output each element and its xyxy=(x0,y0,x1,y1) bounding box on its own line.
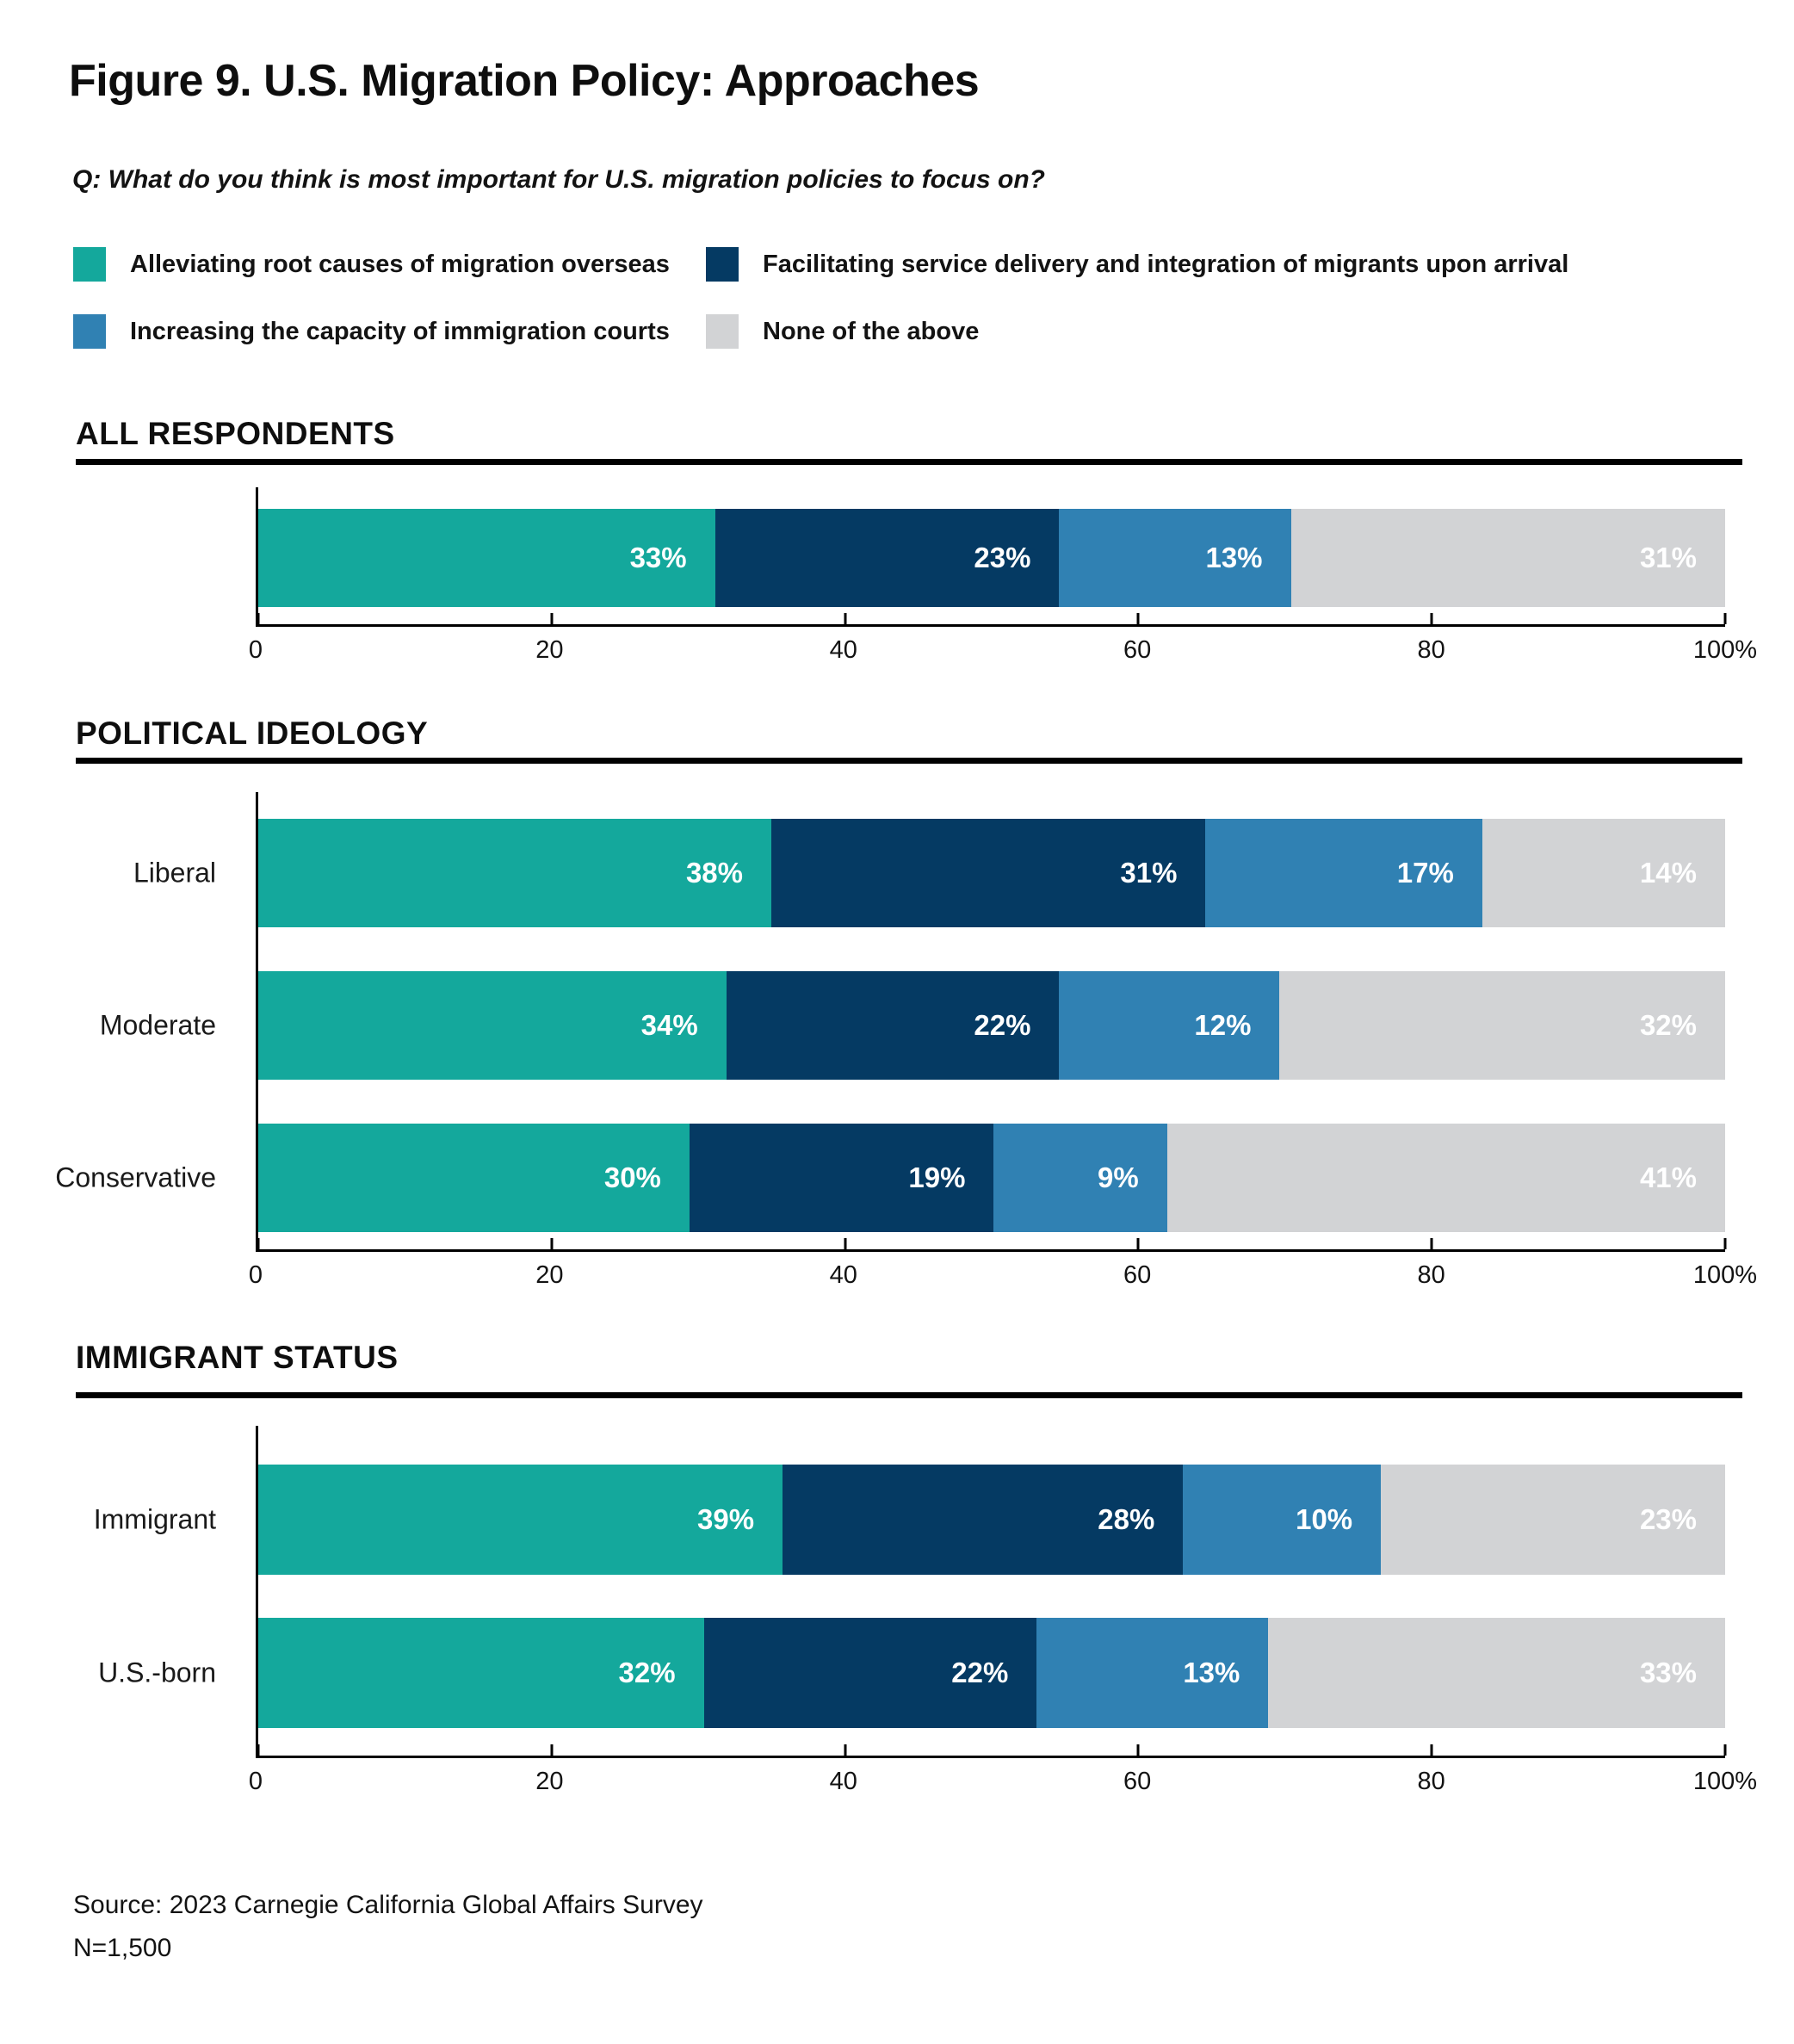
bar-segment-label: 39% xyxy=(697,1503,755,1535)
bar-segment-label: 17% xyxy=(1396,857,1454,889)
legend-label: Increasing the capacity of immigration courts xyxy=(130,317,670,345)
axis-tick-label: 100% xyxy=(1692,636,1758,664)
bar-segment xyxy=(258,819,771,927)
bar-segment-label: 31% xyxy=(1639,542,1697,573)
axis-tick-label: 40 xyxy=(829,1768,857,1795)
bar-segment-label: 28% xyxy=(1098,1503,1155,1535)
bar-segment xyxy=(1482,819,1725,927)
legend-label: Alleviating root causes of migration overseas xyxy=(130,250,670,278)
axis-tick xyxy=(844,1238,846,1249)
axis-tick-label: 0 xyxy=(248,1261,263,1289)
survey-question: Q: What do you think is most important for U.S. migration policies to focus on? xyxy=(72,165,1046,194)
bar-segment xyxy=(1059,509,1290,607)
bar-segment xyxy=(690,1124,994,1232)
bar-segment-label: 23% xyxy=(1639,1503,1697,1535)
source-note: Source: 2023 Carnegie California Global Affairs Survey xyxy=(73,1891,703,1919)
stacked-bar-chart xyxy=(55,792,1758,1298)
axis-tick-label: 40 xyxy=(829,1261,857,1289)
category-label: Immigrant xyxy=(93,1503,216,1535)
bar-segment xyxy=(1059,971,1279,1080)
bar-segment xyxy=(258,1465,783,1575)
axis-tick xyxy=(1137,613,1140,624)
bar-segment-label: 30% xyxy=(603,1161,661,1193)
plot-area xyxy=(55,792,1725,1252)
legend-item xyxy=(706,313,1568,350)
x-axis-labels xyxy=(248,636,1758,672)
axis-tick-label: 40 xyxy=(829,636,857,664)
axis-tick-label: 80 xyxy=(1417,1768,1445,1795)
legend-item xyxy=(706,246,1568,282)
x-axis-labels xyxy=(248,1768,1758,1804)
axis-tick xyxy=(257,1744,260,1756)
bar-segment-label: 12% xyxy=(1194,1009,1252,1041)
legend xyxy=(73,246,1568,350)
axis-tick-label: 80 xyxy=(1417,1261,1445,1289)
bar-segment xyxy=(1183,1465,1381,1575)
legend-swatch xyxy=(73,247,106,282)
section-rule xyxy=(76,758,1742,764)
bar-row xyxy=(258,509,1725,607)
bar-row xyxy=(133,819,1725,927)
bar-segment-label: 38% xyxy=(685,857,743,889)
stacked-bar-chart xyxy=(248,487,1758,672)
axis-tick xyxy=(844,613,846,624)
axis-tick xyxy=(1137,1238,1140,1249)
sample-size: N=1,500 xyxy=(73,1934,172,1962)
plot-area xyxy=(93,1426,1725,1758)
axis-tick xyxy=(257,613,260,624)
axis-tick xyxy=(1724,613,1727,624)
bar-row xyxy=(93,1465,1725,1575)
bar-segment-label: 32% xyxy=(1639,1009,1698,1041)
axis-tick-label: 20 xyxy=(535,1768,564,1795)
axis-tick xyxy=(1431,1238,1433,1249)
stacked-bar-chart xyxy=(93,1426,1758,1804)
bar-segment xyxy=(1291,509,1725,607)
bar-segment-label: 19% xyxy=(908,1161,966,1193)
axis-tick xyxy=(550,613,553,624)
bar-segment xyxy=(258,971,727,1080)
legend-swatch xyxy=(706,247,739,282)
bar-segment xyxy=(1036,1618,1268,1728)
axis-tick-label: 20 xyxy=(535,1261,564,1289)
axis-tick-label: 60 xyxy=(1123,1768,1152,1795)
bar-segment-label: 22% xyxy=(951,1657,1009,1688)
bar-segment-label: 14% xyxy=(1639,857,1697,889)
section-rule xyxy=(76,459,1742,465)
bar-segment xyxy=(258,1618,704,1728)
section-rule xyxy=(76,1392,1742,1398)
bar-segment-label: 34% xyxy=(640,1009,698,1041)
category-label: Moderate xyxy=(99,1009,216,1041)
axis-tick xyxy=(550,1744,553,1756)
axis-tick-label: 20 xyxy=(535,636,564,664)
section-heading: ALL RESPONDENTS xyxy=(76,416,395,451)
axis-tick xyxy=(844,1744,846,1756)
bar-segment-label: 32% xyxy=(618,1657,676,1688)
bar-segment xyxy=(1167,1124,1725,1232)
axis-tick xyxy=(1137,1744,1140,1756)
axis-tick xyxy=(1724,1744,1727,1756)
bar-segment-label: 33% xyxy=(1639,1657,1697,1688)
axis-tick-label: 0 xyxy=(248,636,263,664)
bar-segment xyxy=(783,1465,1183,1575)
bar-segment xyxy=(771,819,1205,927)
legend-item xyxy=(73,246,706,282)
legend-swatch xyxy=(73,314,106,349)
bar-row xyxy=(98,1618,1725,1728)
legend-label: Facilitating service delivery and integration of migrants upon arrival xyxy=(763,250,1569,278)
axis-tick-label: 100% xyxy=(1692,1261,1758,1289)
bar-segment-label: 10% xyxy=(1296,1503,1353,1535)
legend-label: None of the above xyxy=(763,317,980,345)
bar-segment-label: 33% xyxy=(629,542,687,573)
bar-segment xyxy=(258,1124,690,1232)
legend-swatch xyxy=(706,314,739,349)
category-label: Liberal xyxy=(133,857,216,889)
bar-segment xyxy=(715,509,1060,607)
axis-tick xyxy=(1431,1744,1433,1756)
category-label: U.S.-born xyxy=(98,1657,216,1688)
x-axis-labels xyxy=(248,1261,1758,1298)
axis-tick xyxy=(550,1238,553,1249)
bar-segment-label: 9% xyxy=(1098,1161,1139,1193)
axis-tick xyxy=(257,1238,260,1249)
bar-segment-label: 13% xyxy=(1205,542,1263,573)
axis-tick-label: 100% xyxy=(1692,1768,1758,1795)
bar-row xyxy=(99,971,1725,1080)
axis-tick xyxy=(1431,613,1433,624)
legend-item xyxy=(73,313,706,350)
bar-segment-label: 23% xyxy=(974,542,1031,573)
axis-tick xyxy=(1724,1238,1727,1249)
axis-tick-label: 60 xyxy=(1123,636,1152,664)
bar-segment xyxy=(1279,971,1725,1080)
bar-segment xyxy=(1268,1618,1725,1728)
bar-segment-label: 31% xyxy=(1120,857,1178,889)
bar-segment xyxy=(1205,819,1482,927)
axis-tick-label: 80 xyxy=(1417,636,1445,664)
bar-segment xyxy=(993,1124,1166,1232)
section-heading: POLITICAL IDEOLOGY xyxy=(76,715,429,751)
axis-tick-label: 60 xyxy=(1123,1261,1152,1289)
figure-title: Figure 9. U.S. Migration Policy: Approaches xyxy=(69,56,980,106)
bar-segment xyxy=(727,971,1060,1080)
section-heading: IMMIGRANT STATUS xyxy=(76,1340,399,1375)
bar-row xyxy=(55,1124,1725,1232)
bar-segment-label: 41% xyxy=(1639,1161,1697,1193)
plot-area xyxy=(256,487,1725,627)
bar-segment-label: 22% xyxy=(974,1009,1031,1041)
bar-segment xyxy=(1381,1465,1725,1575)
bar-segment-label: 13% xyxy=(1183,1657,1240,1688)
bar-segment xyxy=(258,509,715,607)
category-label: Conservative xyxy=(55,1161,216,1193)
bar-segment xyxy=(704,1618,1037,1728)
axis-tick-label: 0 xyxy=(248,1768,263,1795)
